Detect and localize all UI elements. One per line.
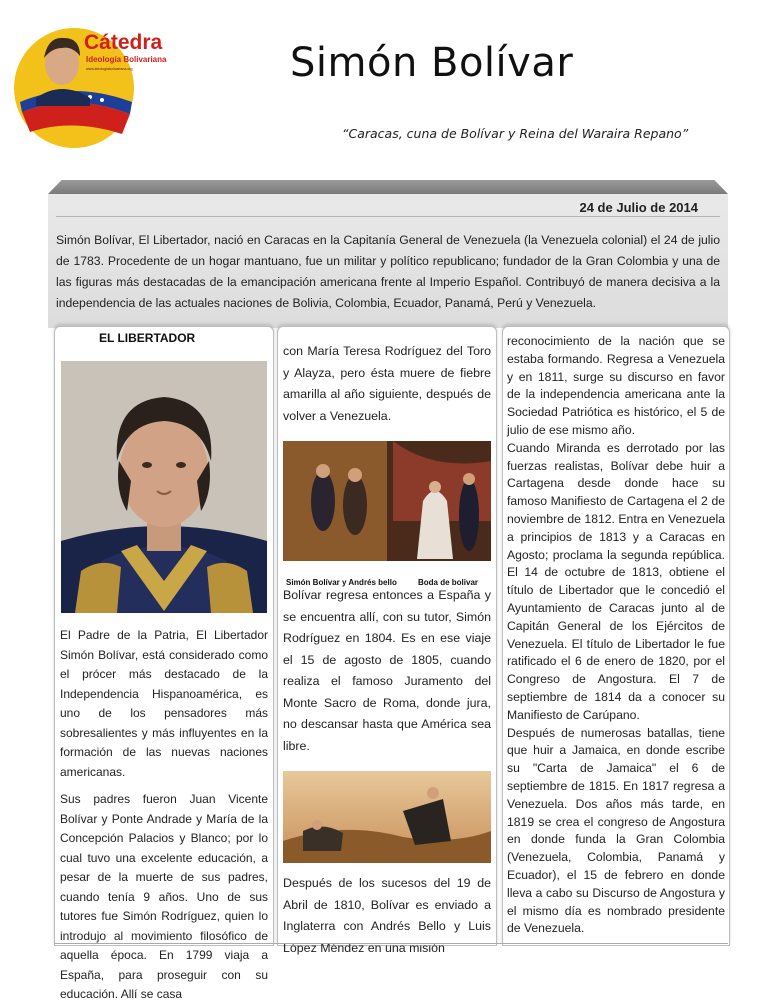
column2-paragraph-3: Después de los sucesos del 19 de Abril de 1810, Bolívar es enviado a Inglaterra con Andrés Bello y Luis López Méndez en una misión — [283, 876, 491, 955]
column2-paragraph-2: Bolívar regresa entonces a España y se encuentra allí, con su tutor, Simón Rodríguez en 1804. Es en ese viaje el 15 de agosto de 1805, cuando realiza el famoso Juramento del Monte Sacro de Roma, donde jura, no descansar hasta que América sea libre. — [283, 588, 491, 753]
painting-monte-sacro — [283, 771, 491, 863]
banner-top-bar — [48, 180, 728, 194]
column-el-libertador — [54, 326, 274, 1001]
painting-caption-right: Boda de bolivar — [418, 578, 479, 587]
column-middle — [277, 326, 497, 955]
painting-group-1 — [278, 441, 496, 587]
intro-paragraph: Simón Bolívar, El Libertador, nació en Caracas en la Capitanía General de Venezuela (la Venezuela colonial) el 24 de julio de 1783. Procedente de un hogar mantuano, fue un militar y político republicano; fundador de la Gran Colombia y una de las figuras más destacadas de la emancipación americana frente al Imperio Español. Contribuyó de manera decisiva a la independencia de las actuales naciones de Bolivia, Colombia, Ecuador, Panamá, Perú y Venezuela. — [56, 233, 720, 310]
logo-small-text: www.ideologiabolivariana.org — [86, 67, 133, 71]
column-right — [502, 326, 730, 946]
column1-paragraph-1: El Padre de la Patria, El Libertador Simón Bolívar, está considerado como el prócer más destacado de la Independencia Hispanoamérica, es uno de los pensadores más sobresalientes y más influyentes en la formación de las nuevas naciones americanas. — [60, 628, 268, 779]
banner-divider — [56, 216, 720, 217]
page-title: Simón Bolívar — [290, 40, 574, 86]
column3-paragraph-1: reconocimiento de la nación que se estaba formando. Regresa a Venezuela y en 1811, surge su discurso en favor de la independencia americana ante la Sociedad Patriótica es histórico, el 5 de julio de ese mismo año. — [507, 334, 725, 437]
section-heading: EL LIBERTADOR — [99, 331, 196, 345]
column2-paragraph-1: con María Teresa Rodríguez del Toro y Alayza, pero ésta muere de fiebre amarilla al año siguiente, después de volver a Venezuela. — [283, 344, 491, 423]
column1-paragraph-2: Sus padres fueron Juan Vicente Bolívar y Ponte Andrade y María de la Concepción Palacios y Blanco; por lo cual tuvo una excelente educación, a pesar de la muerte de sus padres, cuando tenía 9 años. Uno de sus tutores fue Simón Rodríguez, quien lo introdujo al movimiento filosófico de aquella época. En 1799 viaja a España, para proseguir con su educación. Allí se casa — [60, 792, 268, 1001]
logo-title-text: Cátedra — [84, 31, 163, 54]
page-subtitle: “Caracas, cuna de Bolívar y Reina del Waraira Repano” — [342, 126, 689, 141]
bolivar-portrait — [61, 361, 267, 613]
column3-paragraph-2: Cuando Miranda es derrotado por las fuerzas realistas, Bolívar debe huir a Cartagena desde donde hace su famoso Manifiesto de Cartagena el 2 de noviembre de 1812. Entra en Venezuela a principios de 1813 y a Caracas en Agosto; proclama la segunda república. El 14 de octubre de 1813, obtiene el título de Libertador que le concedió el Ayuntamiento de Caracas junto al de Capitán General de los Ejércitos de Venezuela. El título de Libertador le fue ratificado el 6 de enero de 1820, por el Congreso de Angostura. El 7 de septiembre de 1814 da a conocer su Manifiesto de Carúpano. — [507, 440, 725, 722]
painting-caption-left: Simón Bolívar y Andrés bello — [286, 578, 397, 587]
catedra-logo — [12, 22, 184, 154]
page-bottom-divider — [54, 943, 728, 944]
logo-subtitle-text: Ideología Bolivariana — [86, 55, 167, 64]
painting-bolivar-bello-and-wedding — [283, 441, 491, 577]
publication-date: 24 de Julio de 2014 — [579, 200, 698, 215]
column3-paragraph-3: Después de numerosas batallas, tiene que huir a Jamaica, en donde escribe su "Carta de Jamaica" el 6 de septiembre de 1815. En 1817 regresa a Venezuela. Dos años más tarde, en 1819 se crea el congreso de Angostura en donde funda la Gran Colombia (Venezuela, Colombia, Panamá y Ecuador), el 15 de febrero en donde lleva a cabo su Discurso de Angostura y el mismo día es nombrado presidente de Venezuela. — [507, 725, 725, 936]
intro-banner — [48, 194, 728, 328]
